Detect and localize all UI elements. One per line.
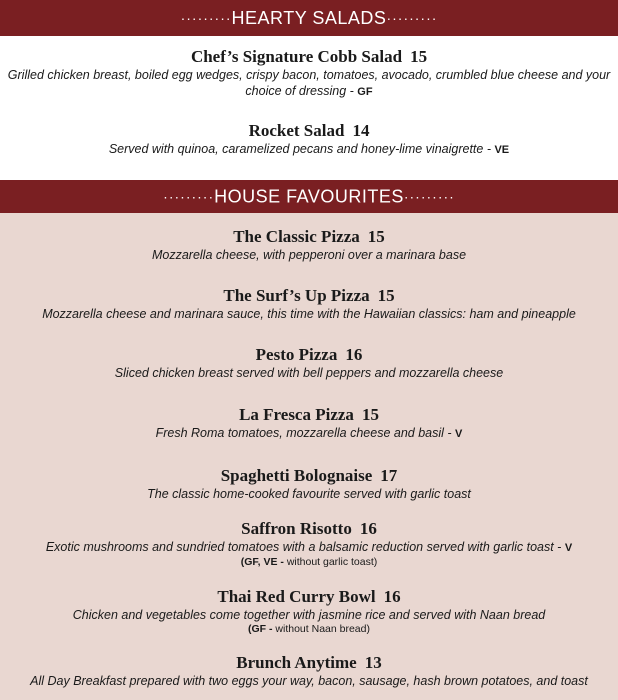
item-description bbox=[0, 247, 618, 263]
item-title bbox=[0, 587, 618, 607]
dietary-tag: GF bbox=[357, 86, 373, 98]
dietary-note bbox=[0, 556, 618, 569]
item-price: 15 bbox=[361, 405, 379, 424]
section-title: HOUSE FAVOURITES bbox=[214, 186, 404, 207]
item-description bbox=[0, 607, 618, 623]
description-text: Served with quinoa, caramelized pecans and honey-lime vinaigrette - bbox=[108, 142, 495, 156]
item-price: 15 bbox=[367, 227, 385, 246]
note-text: without garlic toast) bbox=[286, 556, 378, 568]
decorative-dots-left: ········· bbox=[163, 188, 215, 205]
dietary-note bbox=[0, 623, 618, 636]
description-text: Grilled chicken breast, boiled egg wedges, crispy bacon, tomatoes, avocado, crumbled blue cheese and your choice of dressing - bbox=[7, 68, 611, 98]
item-description bbox=[0, 141, 618, 158]
description-text: All Day Breakfast prepared with two eggs your way, bacon, sausage, hash brown potatoes, and toast bbox=[30, 674, 588, 688]
item-name: Rocket Salad bbox=[248, 121, 345, 140]
item-title bbox=[0, 405, 618, 425]
decorative-dots-right: ········· bbox=[403, 188, 455, 205]
item-description bbox=[0, 486, 618, 502]
item-description bbox=[0, 306, 618, 322]
item-name: Spaghetti Bolognaise bbox=[220, 466, 373, 485]
item-description bbox=[0, 539, 618, 556]
note-text: without Naan bread) bbox=[275, 623, 370, 635]
item-price: 16 bbox=[383, 587, 401, 606]
item-price: 16 bbox=[359, 519, 377, 538]
item-name: Pesto Pizza bbox=[255, 345, 338, 364]
item-title bbox=[0, 466, 618, 486]
decorative-dots-left: ········· bbox=[180, 10, 232, 26]
menu-item bbox=[0, 466, 618, 502]
menu-item bbox=[0, 121, 618, 158]
description-text: The classic home-cooked favourite served with garlic toast bbox=[147, 487, 471, 501]
description-text: Fresh Roma tomatoes, mozzarella cheese and basil - bbox=[155, 426, 456, 440]
item-name: Brunch Anytime bbox=[236, 653, 357, 672]
item-name: The Classic Pizza bbox=[233, 227, 360, 246]
dietary-tag: V bbox=[564, 542, 573, 554]
item-price: 14 bbox=[352, 121, 370, 140]
item-description bbox=[0, 425, 618, 442]
item-title bbox=[0, 519, 618, 539]
item-title bbox=[0, 286, 618, 306]
menu-item bbox=[0, 587, 618, 636]
menu-item bbox=[0, 345, 618, 381]
item-name: The Surf’s Up Pizza bbox=[223, 286, 370, 305]
menu-item bbox=[0, 519, 618, 569]
item-description bbox=[0, 365, 618, 381]
menu-item bbox=[0, 405, 618, 442]
item-title bbox=[0, 227, 618, 247]
menu-item bbox=[0, 286, 618, 322]
section-header-house-favourites bbox=[0, 180, 618, 213]
item-title bbox=[0, 653, 618, 673]
decorative-dots-right: ········· bbox=[386, 10, 438, 26]
dietary-tag: V bbox=[455, 428, 463, 440]
item-description bbox=[0, 67, 618, 100]
note-tag: (GF - bbox=[248, 623, 276, 635]
item-title bbox=[0, 47, 618, 67]
menu-item bbox=[0, 227, 618, 263]
section-header-hearty-salads bbox=[0, 0, 618, 36]
description-text: Sliced chicken breast served with bell peppers and mozzarella cheese bbox=[114, 366, 504, 380]
dietary-tag: VE bbox=[494, 144, 510, 156]
description-text: Mozzarella cheese, with pepperoni over a marinara base bbox=[151, 248, 467, 262]
item-name: Thai Red Curry Bowl bbox=[217, 587, 376, 606]
item-price: 15 bbox=[377, 286, 395, 305]
item-price: 13 bbox=[364, 653, 382, 672]
item-price: 16 bbox=[345, 345, 363, 364]
item-name: Saffron Risotto bbox=[241, 519, 352, 538]
item-title bbox=[0, 121, 618, 141]
description-text: Chicken and vegetables come together with jasmine rice and served with Naan bread bbox=[72, 608, 546, 622]
item-price: 17 bbox=[380, 466, 398, 485]
menu-item bbox=[0, 47, 618, 100]
menu-item bbox=[0, 653, 618, 689]
item-price: 15 bbox=[410, 47, 428, 66]
description-text: Mozzarella cheese and marinara sauce, this time with the Hawaiian classics: ham and pineapple bbox=[42, 307, 576, 321]
item-title bbox=[0, 345, 618, 365]
item-name: Chef’s Signature Cobb Salad bbox=[190, 47, 403, 66]
note-tag: (GF, VE - bbox=[240, 556, 287, 568]
section-title: HEARTY SALADS bbox=[231, 8, 387, 28]
item-name: La Fresca Pizza bbox=[239, 405, 354, 424]
description-text: Exotic mushrooms and sundried tomatoes with a balsamic reduction served with garlic toast - bbox=[45, 540, 565, 554]
item-description bbox=[0, 673, 618, 689]
